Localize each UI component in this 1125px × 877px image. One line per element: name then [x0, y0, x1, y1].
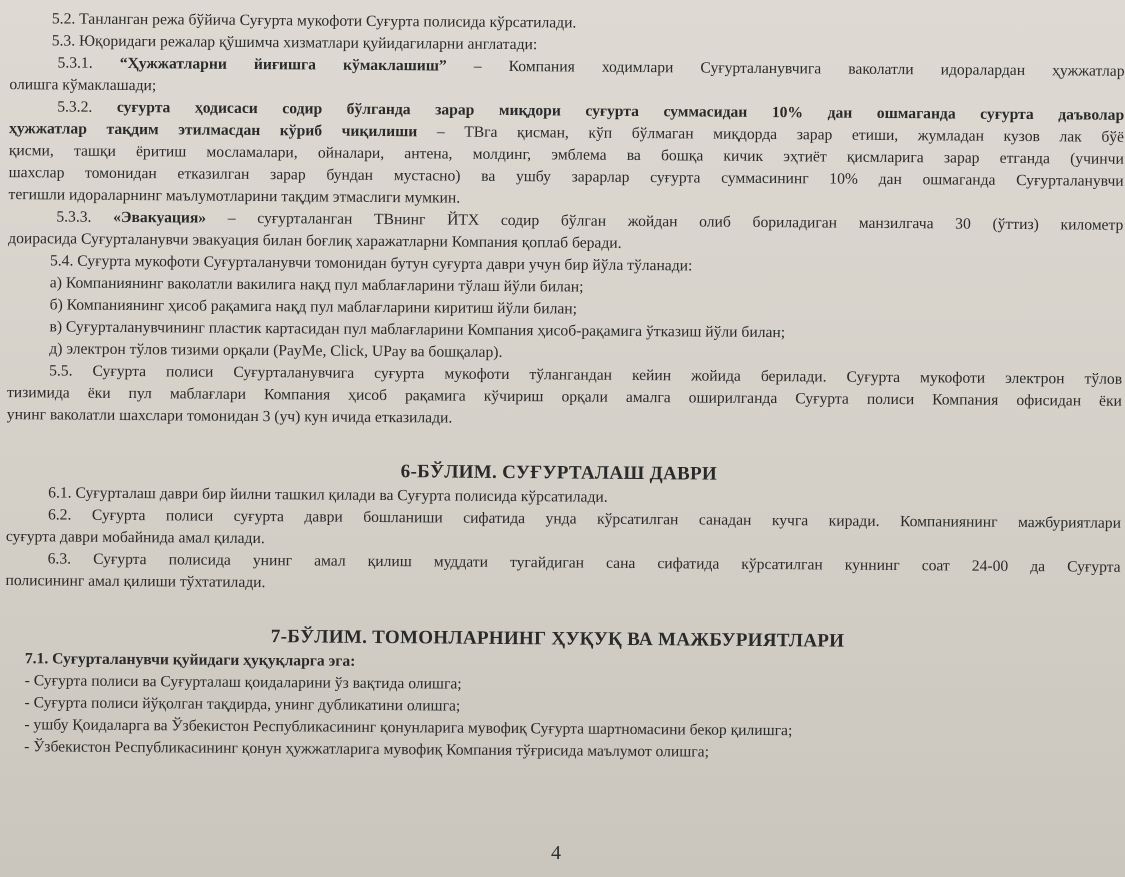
list-item: - Суғурта полиси йўқолган тақдирда, унинг дубликатини олишга;	[24, 694, 461, 715]
clause-5-3-2-line3: қисми, ташқи ёритиш мосламалари, ойналари, антена, молдинг, эмблема ва бошқа кичик эҳтиёт қисмларига зарар етганда (учинчи	[8, 142, 1124, 168]
clause-5-3-2: 5.3.2. суғурта ҳодисаси содир бўлганда зарар миқдори суғурта суммасидан 10% дан ошмаганда суғурта даъволар	[57, 98, 1125, 124]
clause-5-3-2-line5: тегишли идораларнинг маълумотларини тақдим этмаслиги мумкин.	[8, 186, 461, 207]
clause-5-2: 5.2. Танланган режа бўйича Суғурта мукофоти Суғурта полисида кўрсатилади.	[51, 10, 577, 32]
clause-6-3: 6.3. Суғурта полисида унинг амал қилиш муддати тугайдиган сана сифатида кўрсатилган куннинг соат 24-00 да Суғурта	[47, 550, 1121, 576]
clause-5-3-1: 5.3.1. “Ҳужжатларни йиғишга кўмаклашиш” – Компания ходимлари Суғурталанувчига ваколатли идоралардан ҳужжатлар	[57, 54, 1125, 80]
clause-5-4-d: д) электрон тўлов тизими орқали (PayMe, Click, UPay ва бошқалар).	[49, 340, 503, 361]
list-item: - Суғурта полиси ва Суғурталаш қоидаларини ўз вақтида олишга;	[24, 672, 462, 693]
clause-5-3-2-line2: ҳужжатлар тақдим этилмасдан кўриб чиқилиши – ТВга қисман, кўп бўлмаган миқдорда зарар етиши, жумладан кузов лак бўё	[8, 120, 1125, 146]
document-body	[0, 8, 1125, 767]
clause-6-3-line2: полисининг амал қилиши тўхтатилади.	[5, 572, 266, 592]
clause-5-3-2-line4: шахслар томонидан етказилган зарар бундан мустасно) ва ушбу зарарлар суғурта суммасининг 10% дан ошмаганда Суғурталанувчи	[8, 164, 1124, 190]
clause-5-5-line3: унинг ваколатли шахслари томонидан 3 (уч) кун ичида етказилади.	[6, 406, 453, 427]
page-number: 4	[551, 842, 561, 864]
clause-5-3-1-title: “Ҳужжатларни йиғишга кўмаклашиш”	[119, 54, 447, 75]
clause-5-4-v: в) Суғурталанувчининг пластик картасидан пул маблағларини Компания ҳисоб-рақамига ўтказиш йўли билан;	[49, 318, 786, 342]
list-item: - Ўзбекистон Республикасининг қонун ҳужжатларига мувофиқ Компания тўғрисида маълумот олишга;	[24, 738, 710, 761]
clause-5-5-line2: тизимида ёки пул маблағлари Компания ҳисоб рақамига кўчириш орқали амалга оширилганда Суғурта полиси Компания офисидан ёки	[6, 384, 1123, 410]
clause-6-1: 6.1. Суғурталаш даври бир йилни ташкил қилади ва Суғурта полисида кўрсатилади.	[48, 484, 608, 506]
clause-5-3-3-continued: доирасида Суғурталанувчи эвакуация билан боғлиқ харажатларни Компания қоплаб беради.	[8, 230, 622, 252]
clause-6-2-line2: суғурта даври мобайнида амал қилади.	[5, 528, 265, 548]
clause-7-1: 7.1. Суғурталанувчи қуйидаги ҳуқуқларга эга:	[24, 650, 356, 670]
clause-5-3-1-continued: олишга кўмаклашади;	[9, 76, 157, 95]
clause-5-3-3-title: «Эвакуация»	[113, 208, 207, 227]
clause-5-4-b: б) Компаниянинг ҳисоб рақамига нақд пул маблағларини киритиш йўли билан;	[49, 296, 578, 318]
clause-5-3: 5.3. Юқоридаги режалар қўшимча хизматлари қуйидагиларни англатади:	[51, 32, 538, 54]
clause-5-3-3: 5.3.3. «Эвакуация» – суғурталанган ТВнинг ЙТХ содир бўлган жойдан олиб бориладиган манзилгача 30 (ўттиз) километр	[56, 208, 1124, 234]
clause-5-5: 5.5. Суғурта полиси Суғурталанувчига суғурта мукофоти тўлангандан кейин жойида берилади. Суғурта мукофоти электрон тўлов	[49, 362, 1123, 388]
section-7-heading: 7-БЎЛИМ. ТОМОНЛАРНИНГ ҲУҚУҚ ВА МАЖБУРИЯТЛАРИ	[270, 626, 845, 652]
list-item: - ушбу Қоидаларга ва Ўзбекистон Республикасининг қонунларига мувофиқ Суғурта шартномасини бекор қилишга;	[24, 716, 793, 740]
clause-6-2: 6.2. Суғурта полиси суғурта даври бошланиши сифатида унда кўрсатилган санадан кучга киради. Компаниянинг мажбуриятлари	[47, 506, 1122, 532]
clause-5-4: 5.4. Суғурта мукофоти Суғурталанувчи томонидан бутун суғурта даври учун бир йўла тўланади:	[49, 252, 693, 275]
section-6-heading: 6-БЎЛИМ. СУҒУРТАЛАШ ДАВРИ	[400, 461, 718, 485]
clause-5-4-a: а) Компаниянинг ваколатли вакилига нақд пул маблағларини тўлаш йўли билан;	[49, 274, 584, 296]
